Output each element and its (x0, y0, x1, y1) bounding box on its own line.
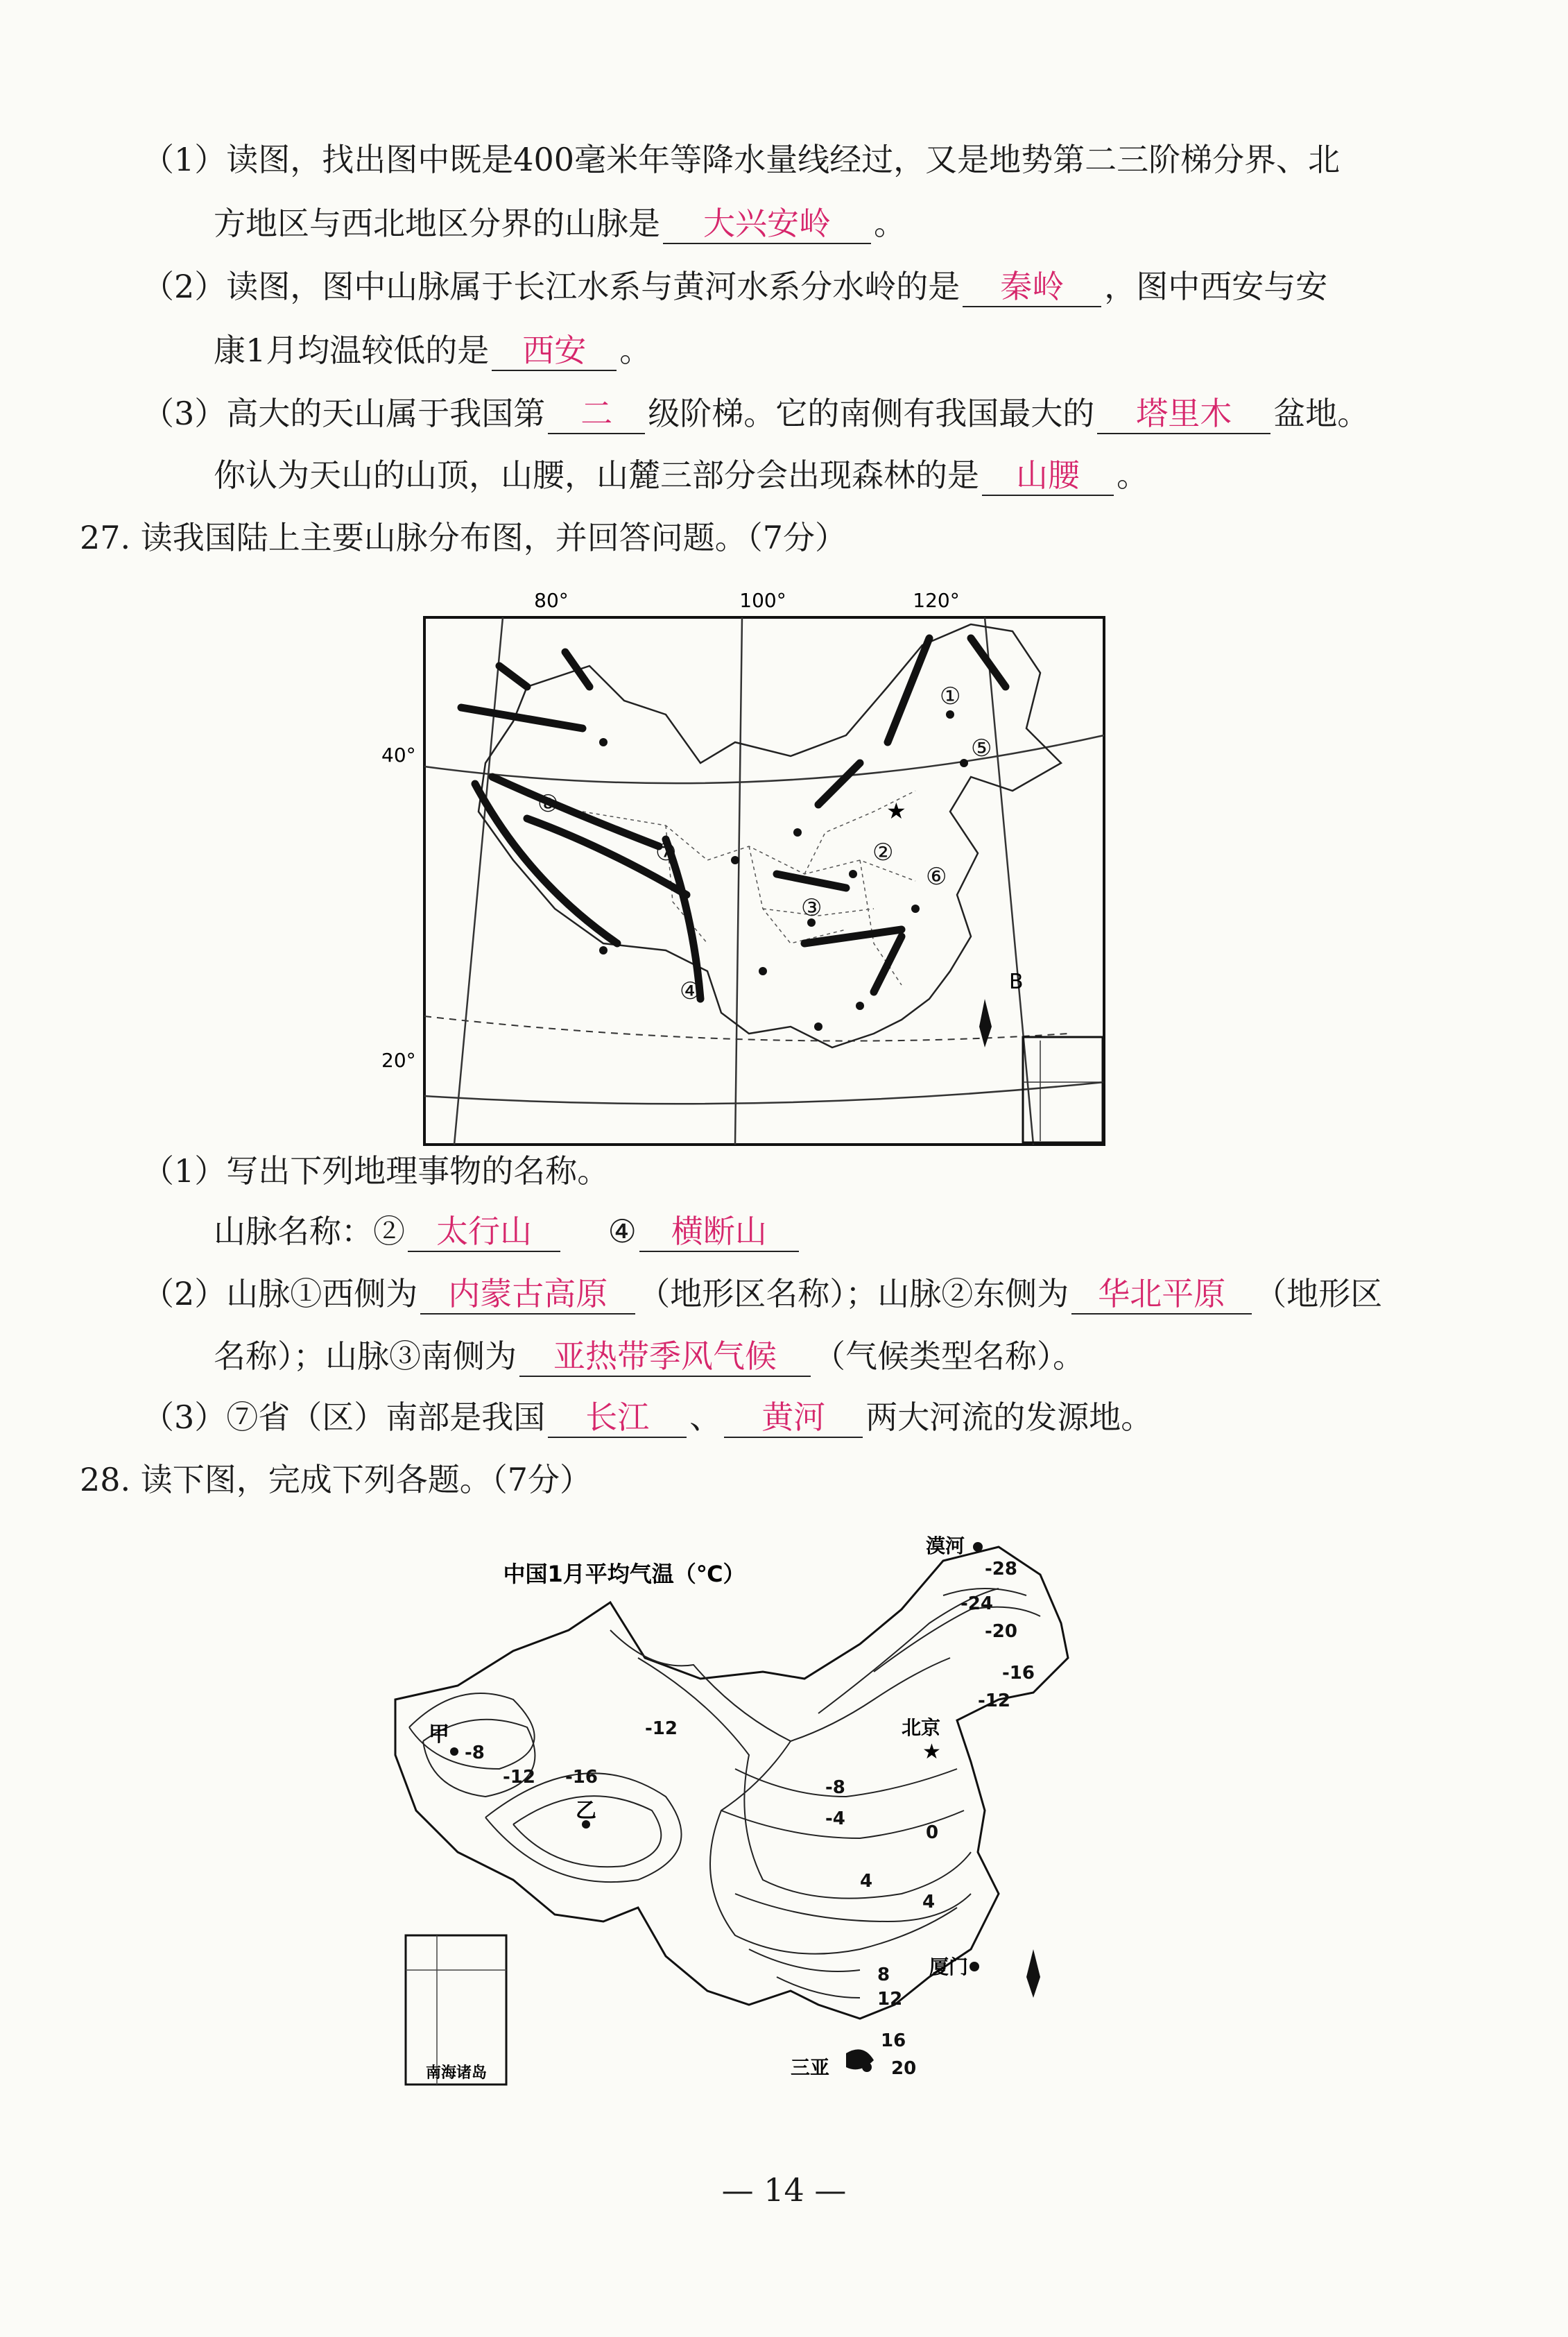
q27-p1-line1 (142, 1150, 609, 1192)
isotherm-label: 4 (922, 1892, 936, 1912)
mountain-range (565, 652, 589, 687)
q27-p2-line1 (142, 1273, 1382, 1315)
isotherm-label: 8 (877, 1964, 890, 1985)
inset-lines (406, 1935, 506, 2085)
text: 28. 读下图，完成下列各题。（7分） (80, 1461, 592, 1498)
isotherm-label: -12 (503, 1767, 535, 1788)
marker-8: ⑧ (537, 790, 559, 818)
text: 级阶梯。它的南侧有我国最大的 (648, 395, 1095, 432)
map-frame (424, 617, 1104, 1145)
marker-7: ⑦ (655, 839, 677, 866)
city-dot (759, 967, 767, 975)
point-b: B (1009, 970, 1024, 994)
text: 。 (874, 205, 906, 242)
mountain-range (888, 638, 929, 742)
point-label: 甲 (429, 1722, 449, 1747)
city-dot (731, 856, 739, 864)
text: 方地区与西北地区分界的山脉是 (214, 205, 660, 242)
mountain-range (499, 666, 527, 687)
marker-3: ③ (801, 894, 822, 922)
marker-6: ⑥ (926, 863, 947, 891)
inset-lines (1023, 1041, 1103, 1141)
text: （1）读图，找出图中既是400毫米年等降水量线经过，又是地势第二三阶梯分界、北 (142, 141, 1341, 178)
q26-p2-line2 (214, 329, 651, 371)
marker-2: ② (872, 839, 894, 866)
marker-5: ⑤ (971, 735, 992, 762)
graticule (424, 1082, 1104, 1104)
mountain-range (777, 874, 846, 888)
isotherm-label: 12 (877, 1989, 903, 2010)
point-dot (450, 1747, 458, 1756)
mountain-range (818, 763, 860, 805)
isotherm-label: -4 (825, 1808, 845, 1829)
text: 、 (689, 1398, 722, 1436)
lon-label: 120° (913, 589, 960, 612)
text: （1）写出下列地理事物的名称。 (142, 1152, 610, 1190)
marker-1: ① (940, 683, 961, 710)
city-label: 三亚 (791, 2056, 830, 2079)
text: ④ (608, 1213, 637, 1250)
isotherm-label: 4 (860, 1871, 873, 1892)
isotherm-label: -28 (985, 1559, 1017, 1580)
china-outline (395, 1547, 1068, 2019)
lat-label: 40° (381, 744, 416, 767)
lon-label: 80° (534, 589, 569, 612)
city-dot (960, 759, 968, 767)
text: 康1月均温较低的是 (214, 332, 490, 369)
isotherm-label: -16 (565, 1767, 598, 1788)
text: （地形区 (1255, 1275, 1383, 1312)
answer-blank: 二 (548, 394, 645, 434)
isotherm-label: -8 (825, 1777, 845, 1798)
text: 名称）；山脉③南侧为 (214, 1337, 517, 1375)
mountain-range (971, 638, 1006, 687)
answer-blank: 西安 (492, 331, 617, 371)
answer-blank: 华北平原 (1071, 1274, 1252, 1315)
inset-label: 南海诸岛 (425, 2064, 488, 2082)
page-number: — 14 — (721, 2171, 847, 2209)
isotherm (610, 1630, 957, 1954)
q27-p1-line2 (214, 1210, 802, 1252)
map-title: 中国1月平均气温（℃） (503, 1561, 746, 1587)
isotherm-label: -8 (465, 1743, 485, 1763)
city-dot (970, 1962, 979, 1971)
city-dot (849, 870, 857, 878)
q26-p3-line2 (214, 454, 1148, 496)
answer-blank: 亚热带季风气候 (519, 1337, 811, 1377)
city-dot (599, 738, 608, 746)
q26-p1-line2 (214, 203, 906, 244)
city-dot (973, 1542, 983, 1552)
text: （3）⑦省（区）南部是我国 (142, 1398, 546, 1436)
isotherm (777, 1977, 860, 1998)
isotherm-label: -12 (645, 1718, 678, 1739)
isotherm-label: -12 (978, 1690, 1010, 1711)
text: 。 (619, 332, 652, 369)
q26-p3-line1 (142, 393, 1369, 434)
mountain-map (374, 583, 1123, 1152)
isotherm-label: 20 (891, 2058, 917, 2079)
text: 。 (1117, 456, 1148, 494)
taiwan-island (979, 999, 992, 1047)
text: 盆地。 (1273, 395, 1370, 432)
mountain-ranges (461, 638, 1006, 999)
isotherm-label: -20 (985, 1621, 1017, 1642)
city-label: 北京 (902, 1716, 941, 1739)
point-label: 乙 (576, 1799, 596, 1823)
city-dot (599, 946, 608, 955)
isotherm (638, 1658, 971, 1899)
capital-star-icon: ★ (886, 798, 906, 824)
answer-blank: 山腰 (982, 456, 1114, 496)
answer-blank: 太行山 (408, 1212, 560, 1252)
city-label: 漠河 (926, 1534, 965, 1557)
marker-4: ④ (680, 977, 701, 1005)
text: 你认为天山的山顶，山腰，山麓三部分会出现森林的是 (214, 456, 979, 494)
q27-p2-line2 (214, 1335, 1085, 1377)
province-lines (583, 791, 915, 985)
mountain-range (461, 708, 583, 728)
city-dots (599, 710, 968, 1031)
text: 两大河流的发源地。 (865, 1398, 1153, 1436)
answer-blank: 秦岭 (963, 267, 1101, 307)
isotherm-label: 16 (881, 2030, 906, 2051)
taiwan-island (1026, 1949, 1040, 1998)
q26-p1-line1 (142, 139, 1340, 180)
inset-frame (1023, 1037, 1103, 1142)
q27-title (80, 517, 847, 558)
answer-blank: 大兴安岭 (663, 204, 871, 244)
tropic-line (424, 1016, 1068, 1041)
text: （2）读图，图中山脉属于长江水系与黄河水系分水岭的是 (142, 268, 960, 305)
city-dot (911, 905, 920, 913)
text: ，图中西安与安 (1104, 268, 1328, 305)
q28-title (80, 1459, 592, 1500)
q27-p3 (142, 1396, 1153, 1438)
mountain-range (804, 930, 902, 943)
city-dot (946, 710, 954, 719)
city-label: 厦门 (929, 1955, 969, 1978)
text: （3）高大的天山属于我国第 (142, 395, 546, 432)
answer-blank: 长江 (548, 1398, 687, 1438)
lat-label: 20° (381, 1049, 416, 1072)
text: （地形区名称）；山脉②东侧为 (638, 1275, 1069, 1312)
text: （气候类型名称）。 (813, 1337, 1085, 1375)
graticule (424, 735, 1104, 783)
temperature-map (374, 1519, 1137, 2102)
isotherm-label: -16 (1002, 1663, 1035, 1684)
answer-blank: 黄河 (724, 1398, 863, 1438)
answer-blank: 塔里木 (1097, 394, 1270, 434)
city-dot (814, 1022, 822, 1031)
isotherm-label: 0 (926, 1822, 939, 1843)
capital-star-icon: ★ (922, 1740, 941, 1764)
isotherm (485, 1773, 682, 1882)
text: 山脉名称：② (214, 1213, 405, 1250)
lon-label: 100° (739, 589, 786, 612)
mountain-range (874, 936, 902, 992)
inset-frame (406, 1935, 506, 2085)
isotherm (735, 1769, 957, 1797)
city-dot (856, 1002, 864, 1010)
text: 27. 读我国陆上主要山脉分布图，并回答问题。（7分） (80, 519, 847, 556)
answer-blank: 横断山 (639, 1212, 799, 1252)
isotherm-label: -24 (960, 1593, 993, 1614)
answer-blank: 内蒙古高原 (420, 1274, 635, 1315)
q26-p2-line1 (142, 266, 1327, 307)
text: （2）山脉①西侧为 (142, 1275, 418, 1312)
city-dot (793, 828, 802, 837)
